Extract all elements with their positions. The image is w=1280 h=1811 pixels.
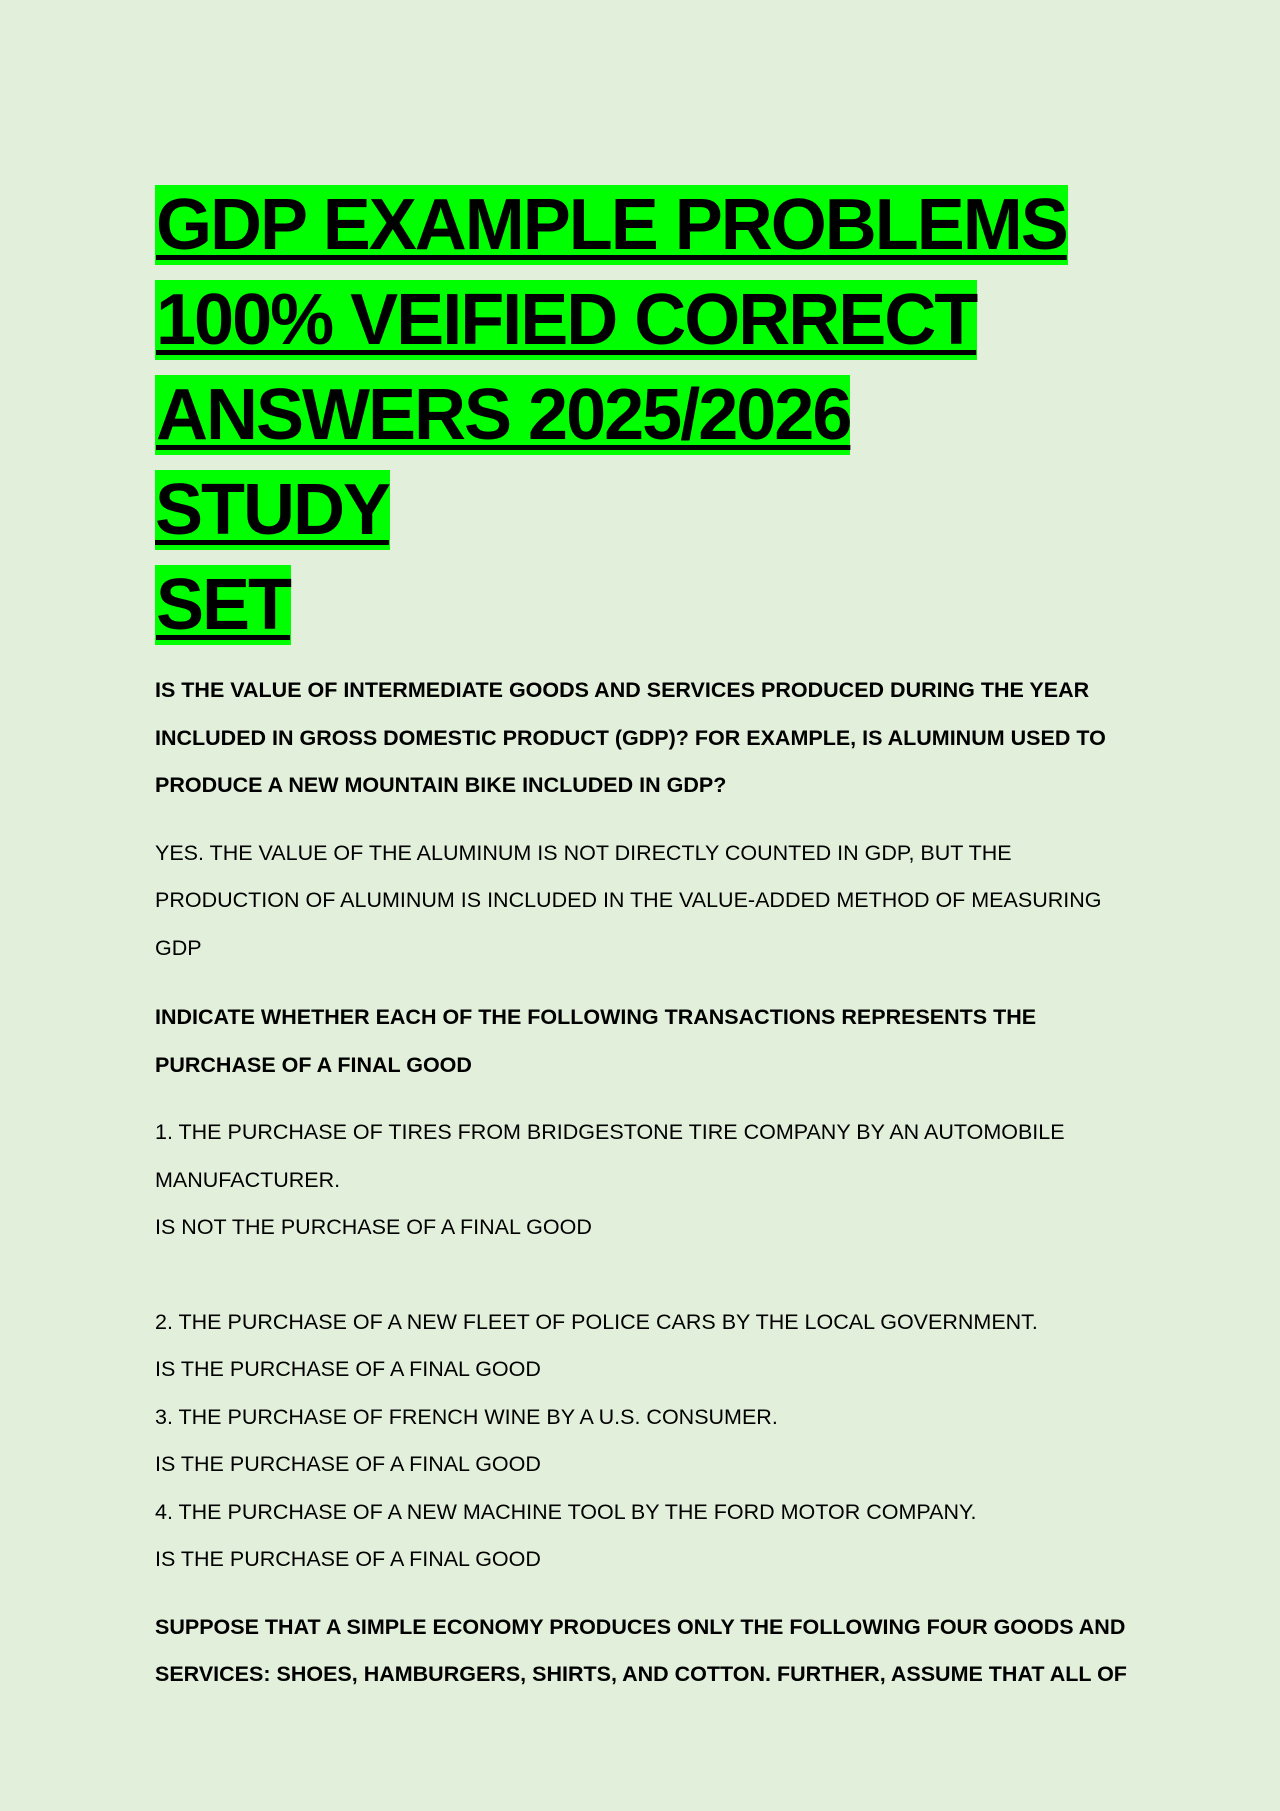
title-line: SET (156, 565, 291, 645)
question-1-text: IS THE VALUE OF INTERMEDIATE GOODS AND SERVICES PRODUCED DURING THE YEAR (155, 678, 1090, 702)
title-line: GDP EXAMPLE PROBLEMS (156, 185, 1067, 265)
question-2-text: INDICATE WHETHER EACH OF THE FOLLOWING TRANSACTIONS REPRESENTS THE (155, 1005, 1037, 1029)
question-2-item-1 (155, 1109, 1155, 1252)
list-item-text: 2. THE PURCHASE OF A NEW FLEET OF POLICE CARS BY THE LOCAL GOVERNMENT. (155, 1309, 1038, 1334)
question-3-text: SERVICES: SHOES, HAMBURGERS, SHIRTS, AND COTTON. FURTHER, ASSUME THAT ALL OF (155, 1662, 1127, 1686)
list-item-answer: IS THE PURCHASE OF A FINAL GOOD (155, 1547, 541, 1571)
title-line: 100% VEIFIED CORRECT (156, 280, 977, 360)
title-line: ANSWERS 2025/2026 STUDY (155, 375, 851, 550)
list-item-text: 1. THE PURCHASE OF TIRES FROM BRIDGESTONE TIRE COMPANY BY AN AUTOMOBILE (155, 1120, 1065, 1144)
list-item-answer: IS THE PURCHASE OF A FINAL GOOD (155, 1452, 541, 1476)
list-item-answer: IS THE PURCHASE OF A FINAL GOOD (155, 1357, 541, 1381)
list-item-text: 3. THE PURCHASE OF FRENCH WINE BY A U.S. CONSUMER. (155, 1404, 778, 1429)
list-item-answer: IS NOT THE PURCHASE OF A FINAL GOOD (155, 1215, 592, 1239)
answer-1-text: GDP (155, 935, 202, 960)
question-1-text: INCLUDED IN GROSS DOMESTIC PRODUCT (GDP)? FOR EXAMPLE, IS ALUMINUM USED TO (155, 725, 1106, 750)
answer-1-text: YES. THE VALUE OF THE ALUMINUM IS NOT DIRECTLY COUNTED IN GDP, BUT THE (155, 840, 1012, 865)
question-2-block (155, 994, 1155, 1089)
question-1-text: PRODUCE A NEW MOUNTAIN BIKE INCLUDED IN GDP? (155, 773, 727, 797)
question-1-block (155, 667, 1155, 810)
answer-1-block (155, 830, 1155, 973)
list-item-text: MANUFACTURER. (155, 1167, 341, 1192)
question-3-text: SUPPOSE THAT A SIMPLE ECONOMY PRODUCES ONLY THE FOLLOWING FOUR GOODS AND (155, 1614, 1126, 1639)
answer-1-text: PRODUCTION OF ALUMINUM IS INCLUDED IN THE VALUE-ADDED METHOD OF MEASURING (155, 888, 1102, 912)
document-title (155, 178, 1095, 653)
question-2-text: PURCHASE OF A FINAL GOOD (155, 1052, 472, 1077)
document-content (155, 178, 1155, 1699)
question-2-items-rest (155, 1299, 1155, 1584)
question-3-block (155, 1604, 1155, 1699)
list-item-text: 4. THE PURCHASE OF A NEW MACHINE TOOL BY THE FORD MOTOR COMPANY. (155, 1499, 977, 1524)
